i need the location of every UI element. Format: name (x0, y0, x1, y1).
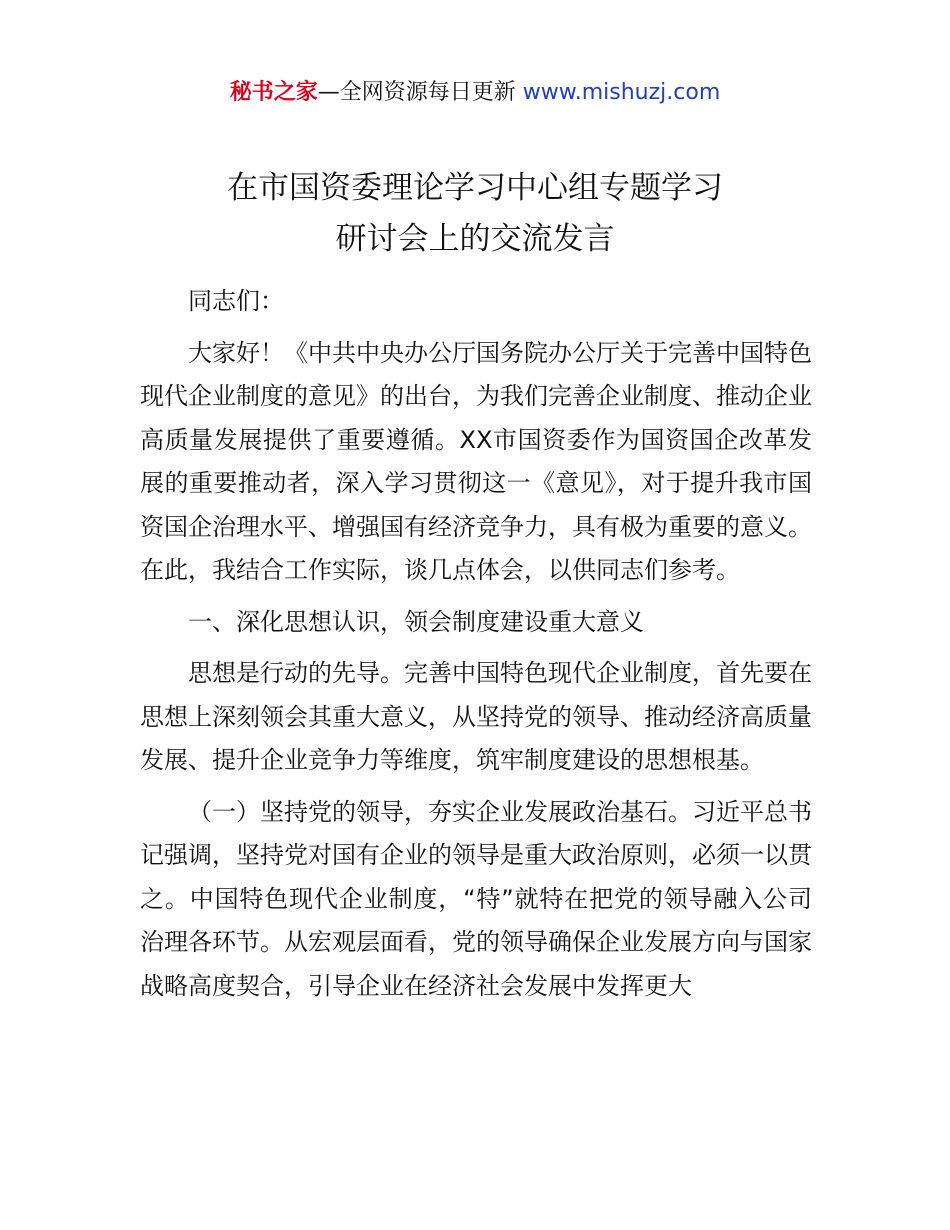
title-line-1: 在市国资委理论学习中心组专题学习 (227, 170, 723, 206)
paragraph-intro: 大家好！《中共中央办公厅国务院办公厅关于完善中国特色现代企业制度的意见》的出台，为我们完善企业制度、推动企业高质量发展提供了重要遵循。XX市国资委作为国资国企改革发展的重要推动者，深入学习贯彻这一《意见》，对于提升我市国资国企治理水平、增强国有经济竞争力，具有极为重要的意义。在此，我结合工作实际，谈几点体会，以供同志们参考。 (140, 338, 812, 584)
paragraph-section-1: 思想是行动的先导。完善中国特色现代企业制度，首先要在思想上深刻领会其重大意义，从坚持党的领导、推动经济高质量发展、提升企业竞争力等维度，筑牢制度建设的思想根基。 (140, 659, 812, 774)
section-heading-1: 一、深化思想认识，领会制度建设重大意义 (188, 607, 644, 636)
site-brand: 秘书之家 (229, 80, 318, 105)
document-body (140, 280, 812, 1016)
paragraph-subsection-1: （一）坚持党的领导，夯实企业发展政治基石。习近平总书记强调，坚持党对国有企业的领导是重大政治原则，必须一以贯之。中国特色现代企业制度，“特”就特在把党的领导融入公司治理各环节。从宏观层面看，党的领导确保企业发展方向与国家战略高度契合，引导企业在经济社会发展中发挥更大 (140, 797, 812, 1000)
site-url-link[interactable]: www.mishuzj.com (522, 80, 721, 105)
site-header (0, 76, 950, 110)
site-tagline: —全网资源每日更新 (317, 80, 516, 105)
title-line-2: 研讨会上的交流发言 (335, 221, 615, 257)
document-title (0, 166, 950, 268)
salutation: 同志们： (188, 287, 284, 315)
